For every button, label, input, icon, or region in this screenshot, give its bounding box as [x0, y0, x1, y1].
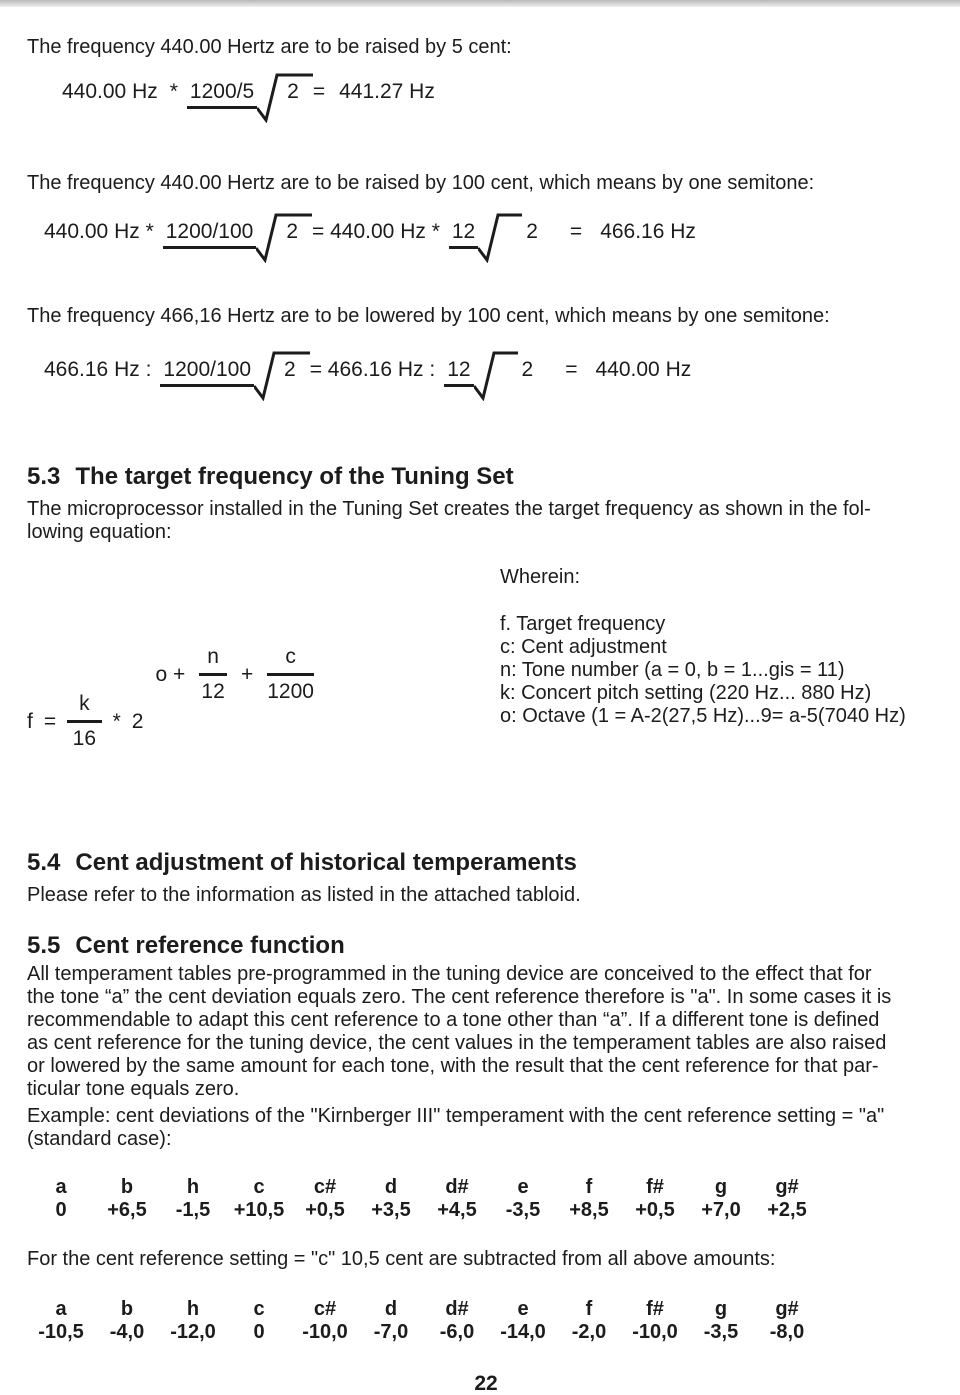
table-column	[754, 1176, 820, 1222]
table-column	[754, 1298, 820, 1344]
note-label: g#	[775, 1298, 799, 1320]
fraction-numerator: c	[267, 645, 314, 676]
cent-value: -6,0	[439, 1321, 475, 1343]
formula-middle: = 440.00 Hz *	[312, 220, 440, 243]
nth-root	[163, 220, 298, 249]
formula-lhs: 466.16 Hz :	[44, 358, 152, 381]
fraction-denominator: 12	[201, 680, 225, 703]
fraction-numerator: k	[67, 692, 102, 723]
equals-sign: =	[569, 220, 583, 243]
note-label: f	[585, 1298, 593, 1320]
table-column	[292, 1176, 358, 1222]
equation-exponent	[155, 645, 313, 704]
root-index: 1200/5	[187, 80, 257, 109]
root-index: 1200/100	[160, 358, 254, 387]
table-column	[556, 1298, 622, 1344]
cent-value: +6,5	[107, 1199, 147, 1221]
note-label: d	[384, 1298, 398, 1320]
cent-reference-c-paragraph: For the cent reference setting = "c" 10,5 cent are subtracted from all above amounts:	[27, 1248, 776, 1270]
section-number: 5.3	[27, 463, 61, 490]
cent-value: -14,0	[500, 1321, 546, 1343]
note-label: f#	[646, 1176, 664, 1198]
radicand: 2	[521, 358, 534, 381]
table-column	[160, 1298, 226, 1344]
table-column	[94, 1298, 160, 1344]
section-5-3-body-line-1: The microprocessor installed in the Tuning Set creates the target frequency as shown in the fol-	[27, 498, 871, 520]
table-column	[424, 1298, 490, 1344]
table-column	[622, 1298, 688, 1344]
note-label: d#	[445, 1298, 469, 1320]
body-line: or lowered by the same amount for each tone, with the result that the cent reference for that par-	[27, 1055, 879, 1077]
formula-raise-5-cent	[62, 80, 945, 109]
note-label: h	[186, 1298, 200, 1320]
cent-value: -1,5	[175, 1199, 211, 1221]
cent-value: +4,5	[437, 1199, 477, 1221]
nth-root	[444, 358, 533, 387]
note-label: f	[585, 1176, 593, 1198]
section-5-3-heading	[27, 463, 945, 491]
equals-sign: =	[43, 709, 57, 733]
cent-table-reference-c	[28, 1298, 945, 1344]
note-label: g	[714, 1176, 728, 1198]
fraction-numerator: n	[199, 645, 227, 676]
wherein-column	[500, 566, 945, 751]
note-label: a	[55, 1176, 67, 1198]
wherein-item-k: k: Concert pitch setting (220 Hz... 880 Hz)	[500, 682, 872, 704]
formula-result: 440.00 Hz	[595, 358, 692, 381]
table-column	[160, 1176, 226, 1222]
example-line-1: Example: cent deviations of the "Kirnberger III" temperament with the cent reference setting = "a"	[27, 1105, 885, 1127]
note-label: g	[714, 1298, 728, 1320]
fraction-c-over-1200	[267, 645, 314, 704]
equals-sign: =	[312, 80, 326, 103]
cent-value: +8,5	[569, 1199, 609, 1221]
body-line: the tone “a” the cent deviation equals zero. The cent reference therefore is "a". In some cases it is	[27, 986, 892, 1008]
fraction-k-over-16	[67, 692, 102, 751]
section-5-5-body	[27, 963, 945, 1101]
section-5-4-body: Please refer to the information as listed in the attached tabloid.	[27, 884, 581, 906]
formula-lower-100-cent	[44, 358, 945, 387]
table-column	[28, 1176, 94, 1222]
table-column	[490, 1176, 556, 1222]
cent-value: -10,5	[38, 1321, 84, 1343]
table-column	[622, 1176, 688, 1222]
plus-sign: +	[240, 662, 254, 686]
note-label: c	[253, 1176, 265, 1198]
wherein-item-c: c: Cent adjustment	[500, 636, 667, 658]
cent-value: -3,5	[505, 1199, 541, 1221]
note-label: g#	[775, 1176, 799, 1198]
note-label: d	[384, 1176, 398, 1198]
cent-value: 0	[55, 1199, 67, 1221]
page-number: 22	[474, 1372, 498, 1395]
cent-value: +7,0	[701, 1199, 741, 1221]
wherein-title: Wherein:	[500, 566, 581, 588]
formula-middle: = 466.16 Hz :	[309, 358, 436, 381]
cent-value: +10,5	[233, 1199, 285, 1221]
cent-value: +3,5	[371, 1199, 411, 1221]
cent-value: 0	[253, 1321, 265, 1343]
formula-lhs: 440.00 Hz *	[44, 220, 154, 243]
note-label: e	[517, 1298, 529, 1320]
cent-value: -7,0	[373, 1321, 409, 1343]
cent-value: -10,0	[632, 1321, 678, 1343]
wherein-item-n: n: Tone number (a = 0, b = 1...gis = 11)	[500, 659, 845, 681]
note-label: b	[120, 1298, 134, 1320]
body-line: ticular tone equals zero.	[27, 1078, 240, 1100]
section-5-3-body-line-2: lowing equation:	[27, 521, 172, 543]
cent-value: -4,0	[109, 1321, 145, 1343]
note-label: c#	[313, 1298, 337, 1320]
cent-value: -2,0	[571, 1321, 607, 1343]
cent-table-reference-a	[28, 1176, 945, 1222]
multiply-sign: *	[112, 709, 121, 733]
cent-value: -3,5	[703, 1321, 739, 1343]
table-column	[358, 1176, 424, 1222]
cent-value: +0,5	[635, 1199, 675, 1221]
note-label: c	[253, 1298, 265, 1320]
table-column	[94, 1176, 160, 1222]
equation-base: 2	[131, 709, 144, 733]
note-label: a	[55, 1298, 67, 1320]
fraction-denominator: 16	[72, 727, 97, 750]
table-column	[556, 1176, 622, 1222]
note-label: e	[517, 1176, 529, 1198]
table-column	[28, 1298, 94, 1344]
target-frequency-equation-area	[27, 566, 945, 751]
root-index: 12	[449, 220, 478, 249]
note-label: d#	[445, 1176, 469, 1198]
cent-value: -12,0	[170, 1321, 216, 1343]
note-label: f#	[646, 1298, 664, 1320]
table-column	[358, 1298, 424, 1344]
table-column	[292, 1298, 358, 1344]
section-title: Cent adjustment of historical temperaments	[75, 849, 577, 876]
section-5-5-heading	[27, 932, 945, 960]
formula-raise-100-cent	[44, 220, 945, 249]
example-line-2: (standard case):	[27, 1128, 172, 1150]
cent-value: -10,0	[302, 1321, 348, 1343]
section-5-4-heading	[27, 849, 945, 877]
formula-result: 466.16 Hz	[600, 220, 696, 243]
example-paragraph	[27, 1105, 945, 1151]
intro-paragraph-1: The frequency 440.00 Hertz are to be raised by 5 cent:	[27, 36, 512, 58]
note-label: c#	[313, 1176, 337, 1198]
equation-column	[27, 566, 500, 751]
multiply-sign: *	[169, 80, 178, 103]
radicand: 2	[286, 220, 299, 243]
section-number: 5.4	[27, 849, 61, 876]
note-label: b	[120, 1176, 134, 1198]
manual-page	[0, 7, 960, 1395]
table-column	[424, 1176, 490, 1222]
table-column	[226, 1298, 292, 1344]
cent-value: -8,0	[769, 1321, 805, 1343]
table-column	[688, 1298, 754, 1344]
nth-root	[160, 358, 295, 387]
scan-edge-artifact	[0, 0, 960, 7]
section-number: 5.5	[27, 932, 61, 959]
cent-value: +0,5	[305, 1199, 345, 1221]
intro-paragraph-2: The frequency 440.00 Hertz are to be raised by 100 cent, which means by one semitone:	[27, 172, 815, 194]
radicand: 2	[284, 358, 296, 381]
section-title: Cent reference function	[75, 932, 345, 959]
formula-lhs: 440.00 Hz	[62, 80, 158, 103]
table-column	[226, 1176, 292, 1222]
section-title: The target frequency of the Tuning Set	[75, 463, 514, 490]
target-frequency-equation	[27, 645, 500, 751]
fraction-denominator: 1200	[267, 680, 314, 703]
nth-root	[187, 80, 299, 109]
fraction-n-over-12	[199, 645, 227, 704]
cent-value: +2,5	[767, 1199, 807, 1221]
root-index: 1200/100	[163, 220, 257, 249]
note-label: h	[186, 1176, 200, 1198]
equation-lhs: f	[27, 709, 33, 733]
root-index: 12	[444, 358, 473, 387]
radicand: 2	[287, 80, 299, 103]
exponent-octave-term: o +	[155, 662, 186, 686]
body-line: as cent reference for the tuning device, the cent values in the temperament tables are also raised	[27, 1032, 887, 1054]
radicand: 2	[526, 220, 538, 243]
wherein-list	[500, 613, 945, 728]
body-line: All temperament tables pre-programmed in the tuning device are conceived to the effect that for	[27, 963, 872, 985]
table-column	[490, 1298, 556, 1344]
body-line: recommendable to adapt this cent reference to a tone other than “a”. If a different tone is defined	[27, 1009, 880, 1031]
wherein-item-f: f. Target frequency	[500, 613, 666, 635]
table-column	[688, 1176, 754, 1222]
equals-sign: =	[565, 358, 578, 381]
wherein-item-o: o: Octave (1 = A-2(27,5 Hz)...9= a-5(7040 Hz)	[500, 705, 906, 727]
formula-result: 441.27 Hz	[339, 80, 435, 103]
intro-paragraph-3: The frequency 466,16 Hertz are to be lowered by 100 cent, which means by one semitone:	[27, 305, 830, 327]
nth-root	[449, 220, 538, 249]
